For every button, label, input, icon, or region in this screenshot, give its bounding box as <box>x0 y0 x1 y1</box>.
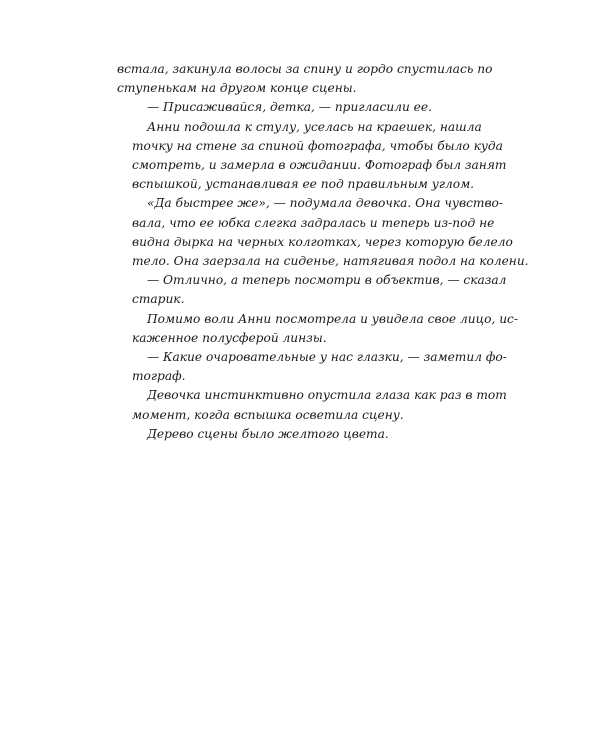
paragraph-9 <box>117 425 459 444</box>
text-line: Помимо воли Анни посмотрела и увидела свое лицо, ис- <box>147 311 518 326</box>
text-line: Девочка инстинктивно опустила глаза как раз в тот <box>147 388 507 403</box>
text-line: тограф. <box>132 369 186 384</box>
text-line: смотреть, и замерла в ожидании. Фотограф был занят <box>132 158 507 173</box>
text-line: — Отлично, а теперь посмотри в объектив, — сказал <box>147 273 507 288</box>
text-line: Анни подошла к стулу, уселась на краешек, нашла <box>147 119 482 134</box>
paragraph-8 <box>117 386 507 424</box>
text-line: — Присаживайся, детка, — пригласили ее. <box>147 100 432 115</box>
paragraph-6 <box>117 310 518 348</box>
text-line: старик. <box>132 292 185 307</box>
text-line: «Да быстрее же», — подумала девочка. Она чувство- <box>147 196 504 211</box>
paragraph-5 <box>117 271 507 309</box>
paragraph-3 <box>117 118 507 195</box>
text-line: вала, что ее юбка слегка задралась и теперь из-под не <box>132 215 495 230</box>
text-line: точку на стене за спиной фотографа, чтобы было куда <box>132 138 503 153</box>
text-line: Дерево сцены было желтого цвета. <box>147 426 389 441</box>
text-line: вспышкой, устанавливая ее под правильным углом. <box>132 177 475 192</box>
paragraph-4 <box>117 194 529 271</box>
text-line: тело. Она заерзала на сиденье, натягивая подол на колени. <box>132 254 529 269</box>
text-line: видна дырка на черных колготках, через которую белело <box>132 234 513 249</box>
text-line: момент, когда вспышка осветила сцену. <box>132 407 404 422</box>
text-line: каженное полусферой линзы. <box>132 330 327 345</box>
body-text <box>117 60 529 444</box>
text-line: ступенькам на другом конце сцены. <box>117 81 357 96</box>
paragraph-2 <box>117 98 459 117</box>
text-line: — Какие очаровательные у нас глазки, — заметил фо- <box>147 350 507 365</box>
paragraph-7 <box>117 348 507 386</box>
text-line: встала, закинула волосы за спину и гордо спустилась по <box>117 62 493 76</box>
paragraph-1 <box>117 60 493 98</box>
